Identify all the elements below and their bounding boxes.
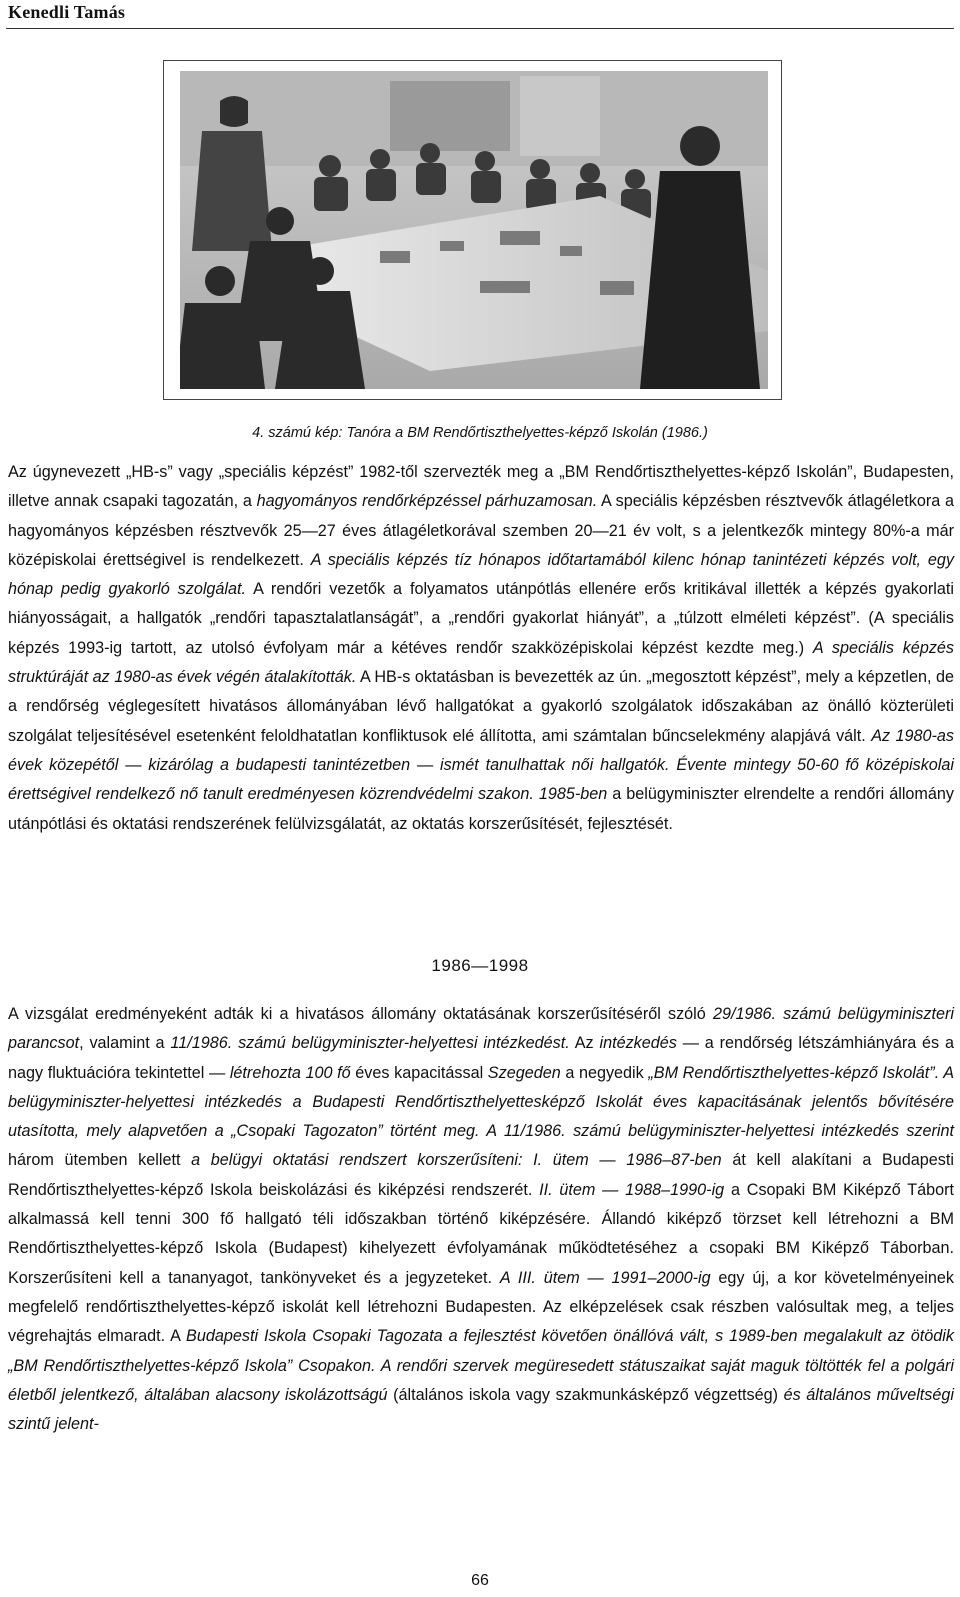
text-run: A speciális képzésben résztvevők átlagéletkora a hagyományos képzésben résztvevők 25—27 éves átlagéletkorával szemben 20—21 év volt, s a jelentkezők mintegy 80%-a már középiskolai érettségivel is rendelkezett. xyxy=(8,492,954,569)
text-run: át kell alakítani a Budapesti Rendőrtiszthelyettes-képző Iskola beiskolázási és kiképzési rendszerét. xyxy=(8,1151,954,1199)
text-run: 29/1986. számú belügyminiszteri parancsot xyxy=(8,1005,954,1053)
text-run: a belügyi oktatási rendszert korszerűsíteni: I. ütem — 1986–87-ben xyxy=(191,1151,722,1170)
text-run: Az xyxy=(569,1034,600,1053)
page-number: 66 xyxy=(471,1572,489,1589)
text-run: A rendőri vezetők a folyamatos utánpótlás ellenére erős kritikával illették a képzés gyakorlati hiányosságait, a hallgatók „rendőri tapasztalatlanságát”, a „rendőri gyakorlat hiányát”, a „túlzott elméleti képzést”. (A speciális képzés 1993-ig tartott, az utolsó évfolyam már a kétéves rendőr szakközépiskolai képzést kezdte meg.) xyxy=(8,580,954,657)
running-header-author: Kenedli Tamás xyxy=(8,2,126,22)
text-run: létrehozta 100 fő xyxy=(229,1063,351,1082)
figure-frame xyxy=(163,60,782,400)
text-run: A HB-s oktatásban is bevezették az ún. „megosztott képzést”, mely a képzetlen, de a rendőrség véglegesített hivatásos állományában lévő hallgatókat a gyakorló szolgálatok időszakában az önálló közterületi szolgálat teljesítésével esetenként feloldhatatlan konfliktusok elé állította, ami számtalan bűncselekmény alapjává vált. xyxy=(8,668,954,745)
text-run: A III. ütem — 1991–2000-ig xyxy=(499,1268,711,1287)
text-run: a belügyminiszter elrendelte a rendőri állomány utánpótlási és oktatási rendszerének felülvizsgálatát, az oktatás korszerűsítését, fejlesztését. xyxy=(8,785,955,833)
text-run: hagyományos rendőrképzéssel párhuzamosan. xyxy=(256,492,598,511)
text-run: Budapesti Iskola Csopaki Tagozata a fejlesztést követően önállóvá vált, s 1989-ben megalakult az ötödik „BM Rendőrtiszthelyettes-képző Iskola” Csopakon. A rendőri szervek megüresedett státuszaikat saját maguk töltötték fel a polgári életből jelentkező, általában alacsony iskolázottságú xyxy=(8,1327,954,1404)
text-run: — a rendőrség létszámhiányára és a nagy fluktuációra tekintettel — xyxy=(8,1034,955,1082)
body-paragraph-2 xyxy=(8,1000,954,1439)
figure-caption: 4. számú kép: Tanóra a BM Rendőrtiszthelyettes-képző Iskolán (1986.) xyxy=(252,425,708,441)
body-paragraph-1 xyxy=(8,458,954,839)
text-run: A vizsgálat eredményeként adták ki a hivatásos állomány oktatásának korszerűsítéséről szóló xyxy=(8,1005,713,1023)
text-run: 1985-ben xyxy=(538,785,608,804)
text-run: 11/1986. számú belügyminiszter-helyettesi intézkedést. xyxy=(170,1034,570,1053)
text-run: és általános műveltségi szintű jelent- xyxy=(8,1385,954,1434)
text-run: II. ütem — 1988–1990-ig xyxy=(539,1180,725,1199)
classroom-photo xyxy=(180,71,768,389)
text-run: , valamint a xyxy=(79,1034,171,1053)
section-heading: 1986—1998 xyxy=(431,956,529,975)
text-run: intézkedés xyxy=(599,1034,677,1053)
text-run: a Csopaki BM Kiképző Tábort alkalmassá kell tenni 300 fő hallgató téli időszakban történő kiképzésére. Állandó kiképző törzset kell létrehozni a BM Rendőrtiszthelyettes-képző Iskola (Budapest) kihelyezett évfolyamának működtetéséhez a csopaki BM Kiképző Táborban. Korszerűsíteni kell a tananyagot, tankönyveket és a jegyzeteket. xyxy=(8,1180,954,1287)
text-run: Szegeden xyxy=(487,1063,561,1082)
text-run: Az 1980-as évek közepétől — kizárólag a budapesti tanintézetben — ismét tanulhattak női hallgatók. Évente mintegy 50-60 fő középiskolai érettségivel rendelkező nő tanult eredményesen közrendvédelmi szakon. xyxy=(8,726,954,804)
text-run: éves kapacitással xyxy=(350,1063,488,1082)
text-run: a negyedik xyxy=(560,1063,649,1082)
text-run: „BM Rendőrtiszthelyettes-képző Iskolát”. A belügyminiszter-helyettesi intézkedés a Budapesti Rendőrtiszthelyettesképző Iskolát éves kapacitásának jelentős bővítésére utasította, mely alapvetően a „Csopaki Tagozaton” történt meg. A 11/1986. számú belügyminiszter-helyettesi intézkedés szerint xyxy=(8,1063,955,1141)
text-run: Az úgynevezett „HB-s” vagy „speciális képzést” 1982-től szervezték meg a „BM Rendőrtiszthelyettes-képző Iskolán”, Budapesten, illetve annak csapaki tagozatán, a xyxy=(8,463,954,511)
text-run: három ütemben kellett xyxy=(8,1151,192,1170)
text-run: A speciális képzés struktúráját az 1980-as évek végén átalakították. xyxy=(8,638,955,687)
text-run: egy új, a kor követelményeinek megfelelő rendőrtiszthelyettes-képző iskolát kell létrehozni Budapesten. Az elképzelések csak részben valósultak meg, a teljes végrehajtás elmaradt. A xyxy=(8,1268,954,1346)
text-run: A speciális képzés tíz hónapos időtartamából kilenc hónap tanintézeti képzés volt, egy hónap pedig gyakorló szolgálat. xyxy=(8,550,954,599)
text-run: (általános iskola vagy szakmunkásképző végzettség) xyxy=(387,1385,784,1404)
header-divider xyxy=(6,28,954,29)
